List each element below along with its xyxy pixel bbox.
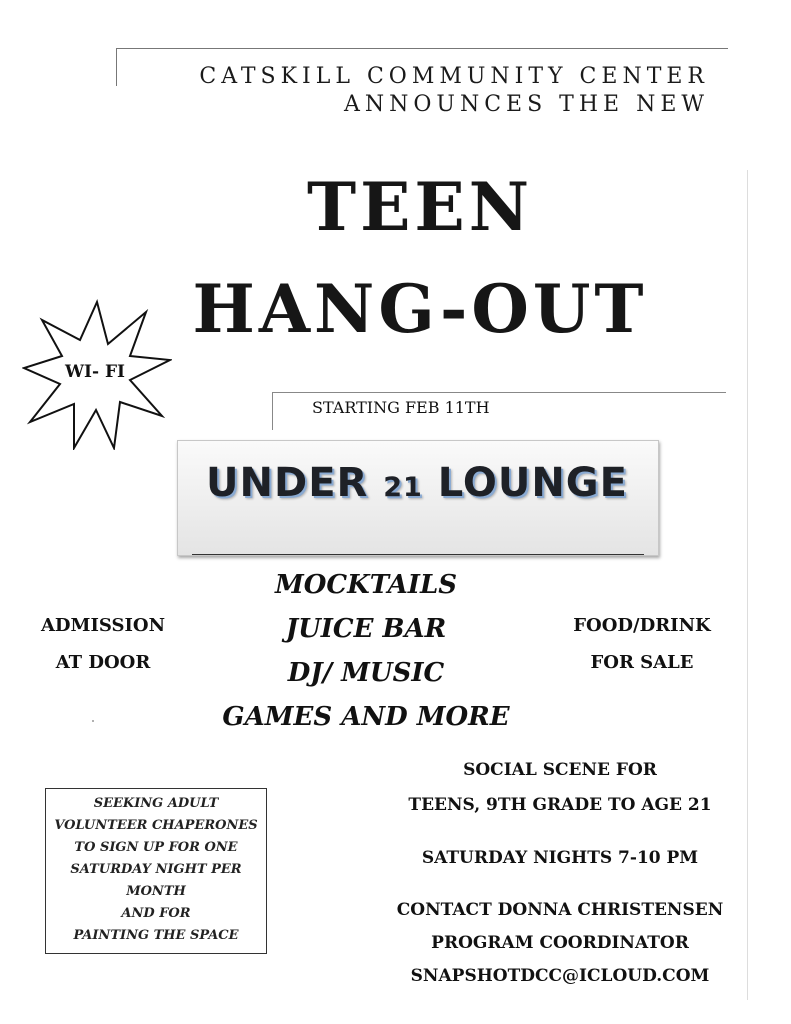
- volunteer-line: MONTH: [126, 884, 186, 899]
- title-line-teen: TEEN: [306, 168, 534, 246]
- lounge-underline: [192, 554, 644, 555]
- social-scene-line: SOCIAL SCENE FOR: [463, 760, 657, 780]
- starting-bracket-edge: [272, 392, 273, 430]
- feature-item: MOCKTAILS: [274, 570, 458, 600]
- feature-item: GAMES AND MORE: [222, 702, 510, 732]
- wifi-badge-label: WI- FI: [64, 362, 126, 382]
- scan-speck: [92, 720, 94, 722]
- feature-item: DJ/ MUSIC: [287, 658, 445, 688]
- header-organization: CATSKILL COMMUNITY CENTER: [199, 64, 709, 89]
- volunteer-line: AND FOR: [121, 906, 191, 921]
- lounge-banner-title: [177, 460, 657, 506]
- volunteer-line: SATURDAY NIGHT PER: [70, 862, 242, 877]
- contact-email-line: SNAPSHOTDCC@ICLOUD.COM: [410, 966, 710, 986]
- feature-item: JUICE BAR: [285, 614, 447, 644]
- title-line-hangout: HANG-OUT: [192, 270, 648, 348]
- page-edge-line: [747, 170, 748, 1000]
- admission-line1: ADMISSION: [40, 615, 166, 636]
- lounge-title-part2: LOUNGE: [422, 460, 628, 506]
- volunteer-line: PAINTING THE SPACE: [73, 928, 239, 943]
- volunteer-line: SEEKING ADULT: [93, 796, 219, 811]
- start-date: STARTING FEB 11TH: [312, 398, 490, 417]
- contact-role-line: PROGRAM COORDINATOR: [431, 933, 689, 953]
- header-bracket-line: [116, 48, 728, 49]
- volunteer-line: TO SIGN UP FOR ONE: [74, 840, 238, 855]
- schedule-line: SATURDAY NIGHTS 7-10 PM: [421, 848, 699, 868]
- age-range-line: TEENS, 9TH GRADE TO AGE 21: [408, 795, 712, 815]
- volunteer-line: VOLUNTEER CHAPERONES: [54, 818, 258, 833]
- food-drink-line2: FOR SALE: [590, 652, 694, 673]
- header-bracket-edge: [116, 48, 117, 86]
- admission-line2: AT DOOR: [55, 652, 151, 673]
- starting-bracket-line: [272, 392, 726, 393]
- lounge-title-part1: UNDER: [206, 460, 384, 506]
- food-drink-line1: FOOD/DRINK: [573, 615, 711, 636]
- header-announcement: ANNOUNCES THE NEW: [343, 92, 709, 117]
- lounge-title-number: 21: [383, 472, 423, 503]
- contact-name-line: CONTACT DONNA CHRISTENSEN: [396, 900, 724, 920]
